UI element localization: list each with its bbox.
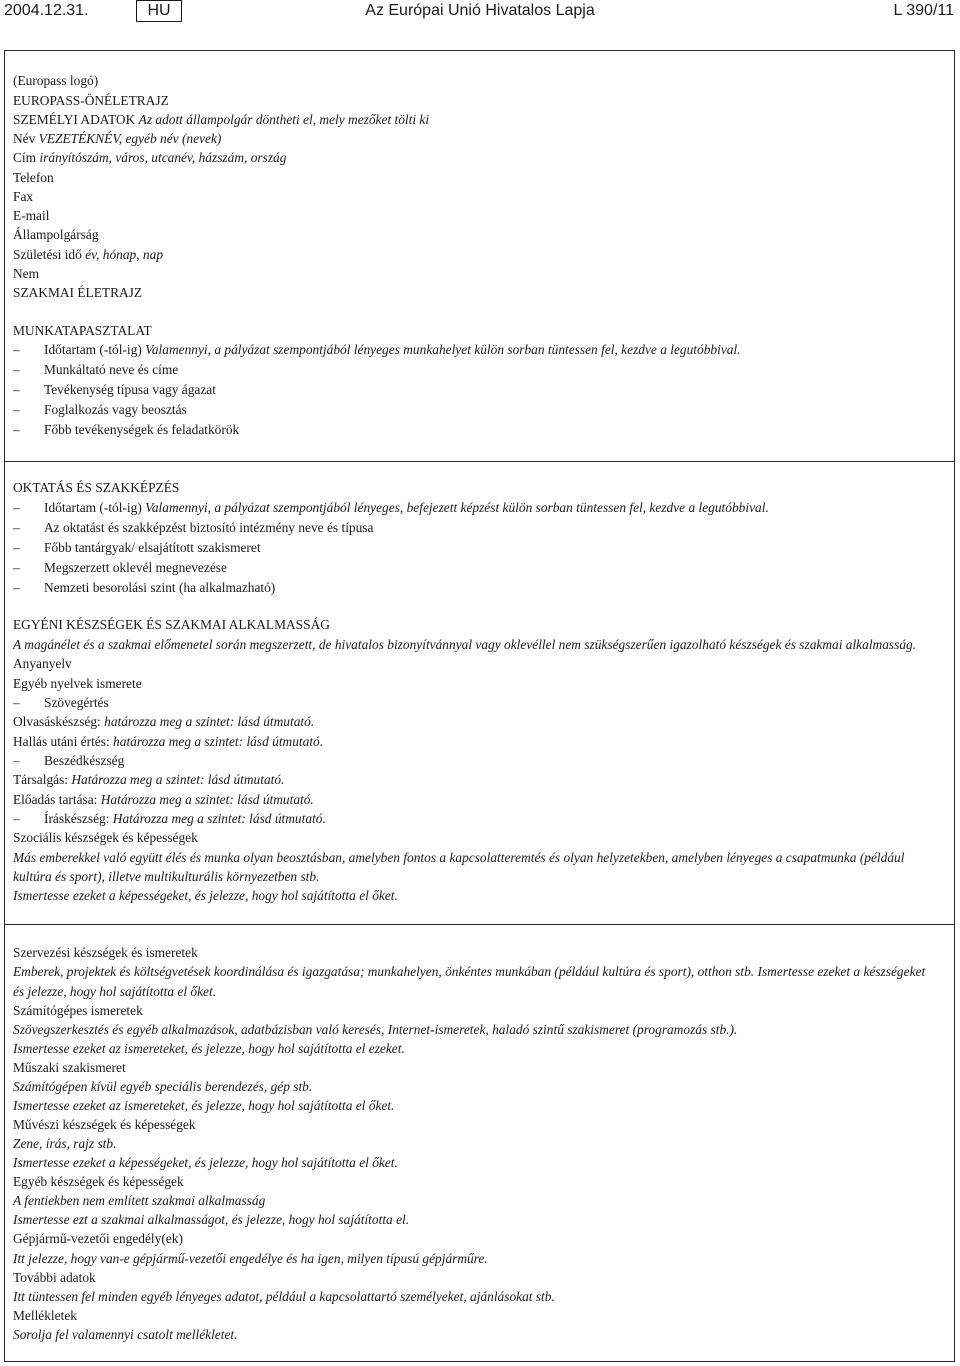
section-divider [4, 461, 955, 462]
technical-line: Számítógépen kívül egyéb speciális berendezés, gép stb. [13, 1079, 313, 1094]
work-item-label: Munkáltató neve és címe [44, 362, 179, 377]
annexes-line: Sorolja fel valamennyi csatolt mellékletet. [13, 1327, 238, 1342]
other-languages-label: Egyéb nyelvek ismerete [13, 676, 142, 691]
section-divider [4, 924, 955, 925]
skills-heading: EGYÉNI KÉSZSÉGEK ÉS SZAKMAI ALKALMASSÁG [13, 617, 330, 632]
personal-data-heading: SZEMÉLYI ADATOK [13, 112, 136, 127]
work-item-hint: Valamennyi, a pályázat szempontjából lényeges munkahelyet külön sorban tüntessen fel, kezdve a legutóbbival. [145, 342, 741, 357]
social-skills-line: Más emberekkel való együtt élés és munka olyan beosztásban, amelyben fontos a kapcsolatteremtés és olyan helyzetekben, amelyben lényeges a csapatmunka (például [13, 850, 905, 865]
reading-skill-line [13, 713, 314, 731]
education-item-label: Megszerzett oklevél megnevezése [44, 560, 227, 575]
technical-heading: Műszaki szakismeret [13, 1060, 126, 1075]
mother-tongue-label: Anyanyelv [13, 656, 72, 671]
header-date: 2004.12.31. [4, 2, 89, 19]
work-item-label: Foglalkozás vagy beosztás [44, 402, 187, 417]
education-item: – Az oktatást és szakképzést biztosító intézmény neve és típusa [13, 520, 374, 535]
language-box: HU [136, 0, 182, 22]
organisational-heading: Szervezési készségek és ismeretek [13, 945, 198, 960]
conversation-label: Társalgás: [13, 772, 69, 787]
speaking-item: – Beszédkészség [13, 753, 125, 768]
nationality-label: Állampolgárság [13, 227, 99, 242]
work-item: – Tevékenység típusa vagy ágazat [13, 382, 216, 397]
conversation-hint: Határozza meg a szintet: lásd útmutató. [71, 772, 285, 787]
work-heading: MUNKATAPASZTALAT [13, 323, 152, 338]
driving-licence-heading: Gépjármű-vezetői engedély(ek) [13, 1231, 183, 1246]
artistic-heading: Művészi készségek és képességek [13, 1117, 196, 1132]
birth-line [13, 246, 163, 264]
education-item: – Főbb tantárgyak/ elsajátított szakismeret [13, 540, 261, 555]
presentation-label: Előadás tartása: [13, 792, 98, 807]
artistic-note: Ismertesse ezeket a képességeket, és jelezze, hogy hol sajátította el őket. [13, 1155, 398, 1170]
education-item-hint: Valamennyi, a pályázat szempontjából lényeges, befejezett képzést külön sorban tüntessen fel, kezdve a legutóbbival. [145, 500, 769, 515]
work-item: – Főbb tevékenységek és feladatkörök [13, 422, 240, 437]
europass-logo-text: (Europass logó) [13, 73, 99, 88]
phone-label: Telefon [13, 170, 54, 185]
reading-label: Szövegértés [44, 695, 109, 710]
social-skills-line: kultúra és sport), illetve multikulturális környezetben stb. [13, 869, 320, 884]
organisational-line: Emberek, projektek és költségvetések koordinálása és igazgatása; munkahelyen, önkéntes munkában (például kultúra és sport), otthon stb. Ismertesse ezeket a készségeket [13, 964, 926, 979]
driving-licence-line: Itt jelezze, hogy van-e gépjármű-vezetői engedélye és ha igen, milyen típusú gépjárműre. [13, 1251, 488, 1266]
fax-label: Fax [13, 189, 34, 204]
birth-label: Születési idő [13, 247, 82, 262]
work-item-label: Időtartam (-tól-ig) [44, 342, 142, 357]
gender-label: Nem [13, 266, 40, 281]
writing-label: Íráskészség: [44, 811, 110, 826]
cv-title: EUROPASS-ÖNÉLETRAJZ [13, 93, 169, 108]
personal-data-note: Az adott állampolgár döntheti el, mely mezőket tölti ki [138, 112, 430, 127]
technical-note: Ismertesse ezeket az ismereteket, és jelezze, hogy hol sajátította el őket. [13, 1098, 395, 1113]
education-item: – Nemzeti besorolási szint (ha alkalmazható) [13, 580, 276, 595]
name-label: Név [13, 131, 36, 146]
social-skills-heading: Szociális készségek és képességek [13, 830, 198, 845]
education-item: – Megszerzett oklevél megnevezése [13, 560, 227, 575]
presentation-hint: Határozza meg a szintet: lásd útmutató. [100, 792, 314, 807]
work-item-label: Tevékenység típusa vagy ágazat [44, 382, 216, 397]
page-number: L 390/11 [893, 2, 954, 19]
email-label: E-mail [13, 208, 50, 223]
reading-skill-label: Olvasáskészség: [13, 714, 101, 729]
education-item: – Időtartam (-tól-ig) Valamennyi, a pályázat szempontjából lényeges, befejezett képzést külön sorban tüntessen fel, kezdve a legutóbbival. [13, 500, 769, 515]
work-item: – Munkáltató neve és címe [13, 362, 179, 377]
presentation-line [13, 791, 314, 809]
computer-note: Ismertesse ezeket az ismereteket, és jelezze, hogy hol sajátította el ezeket. [13, 1041, 405, 1056]
reading-skill-hint: határozza meg a szintet: lásd útmutató. [104, 714, 315, 729]
journal-title: Az Európai Unió Hivatalos Lapja [365, 2, 595, 19]
reading-item: – Szövegértés [13, 695, 109, 710]
organisational-line: és jelezze, hogy hol sajátította el őket. [13, 984, 217, 999]
additional-info-line: Itt tüntessen fel minden egyéb lényeges adatot, például a kapcsolattartó személyeket, ajánlásokat stb. [13, 1289, 555, 1304]
education-item-label: Főbb tantárgyak/ elsajátított szakismeret [44, 540, 261, 555]
listening-label: Hallás utáni értés: [13, 734, 110, 749]
skills-intro: A magánélet és a szakmai előmenetel során megszerzett, de hivatalos bizonyítvánnyal vagy oklevéllel nem szükségszerűen igazolható készségek és szakmai alkalmasság. [13, 637, 917, 652]
social-skills-note: Ismertesse ezeket a képességeket, és jelezze, hogy hol sajátította el őket. [13, 888, 398, 903]
education-item-label: Nemzeti besorolási szint (ha alkalmazható) [44, 580, 276, 595]
name-hint: VEZETÉKNÉV, egyéb név (nevek) [38, 131, 222, 146]
page-header [0, 0, 960, 26]
other-skills-line: A fentiekben nem említett szakmai alkalmasság [13, 1193, 266, 1208]
work-item: – Időtartam (-tól-ig) Valamennyi, a pályázat szempontjából lényeges munkahelyet külön sorban tüntessen fel, kezdve a legutóbbival. [13, 342, 741, 357]
writing-hint: Határozza meg a szintet: lásd útmutató. [112, 811, 326, 826]
work-item: – Foglalkozás vagy beosztás [13, 402, 187, 417]
career-heading: SZAKMAI ÉLETRAJZ [13, 285, 143, 300]
name-line [13, 130, 221, 148]
address-line [13, 149, 286, 167]
birth-hint: év, hónap, nap [85, 247, 164, 262]
computer-line: Szövegszerkesztés és egyéb alkalmazások, adatbázisban való keresés, Internet-ismeretek, haladó szintű szakismeret (programozás stb.). [13, 1022, 738, 1037]
address-label: Cím [13, 150, 37, 165]
education-heading: OKTATÁS ÉS SZAKKÉPZÉS [13, 480, 180, 495]
listening-hint: határozza meg a szintet: lásd útmutató. [113, 734, 324, 749]
computer-heading: Számítógépes ismeretek [13, 1003, 143, 1018]
conversation-line [13, 771, 284, 789]
address-hint: irányítószám, város, utcanév, házszám, ország [39, 150, 287, 165]
other-skills-note: Ismertesse ezt a szakmai alkalmasságot, és jelezze, hogy hol sajátította el. [13, 1212, 410, 1227]
listening-line [13, 733, 323, 751]
other-skills-heading: Egyéb készségek és képességek [13, 1174, 184, 1189]
education-item-label: Az oktatást és szakképzést biztosító intézmény neve és típusa [44, 520, 374, 535]
annexes-heading: Mellékletek [13, 1308, 77, 1323]
writing-item: – Íráskészség: Határozza meg a szintet: lásd útmutató. [13, 811, 326, 826]
education-item-label: Időtartam (-tól-ig) [44, 500, 142, 515]
work-item-label: Főbb tevékenységek és feladatkörök [44, 422, 240, 437]
speaking-label: Beszédkészség [44, 753, 125, 768]
personal-data-line [13, 111, 429, 129]
additional-info-heading: További adatok [13, 1270, 96, 1285]
artistic-line: Zene, írás, rajz stb. [13, 1136, 117, 1151]
